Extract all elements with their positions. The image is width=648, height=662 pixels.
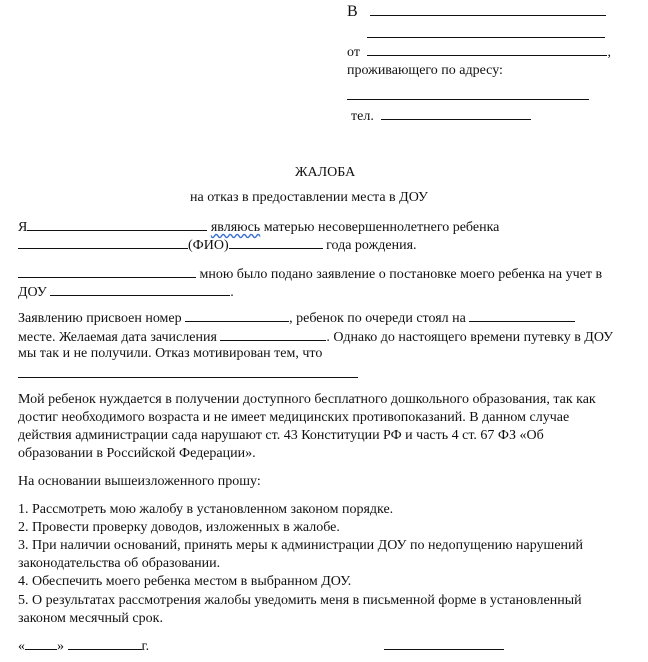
- recipient-line-2: [367, 24, 605, 44]
- child-name-field[interactable]: [18, 235, 188, 249]
- request-5: 5. О результатах рассмотрения жалобы уведомить меня в письменной форме в установленный: [18, 593, 582, 608]
- p2-line-1: [18, 264, 602, 284]
- p1-line-1: [18, 217, 499, 237]
- request-2: 2. Провести проверку доводов, изложенных в жалобе.: [18, 520, 340, 535]
- request-5-cont: законом месячный срок.: [18, 611, 163, 626]
- p1-fio: (ФИО): [188, 238, 229, 253]
- recipient-prefix: В: [347, 3, 358, 20]
- day-field[interactable]: [25, 636, 57, 650]
- p3-line-2: [18, 327, 613, 347]
- sender-field[interactable]: [367, 42, 607, 56]
- enrollment-date-field[interactable]: [220, 327, 326, 341]
- signature-field[interactable]: [384, 636, 504, 650]
- p3-however: . Однако до настоящего времени путевку в ДОУ: [326, 330, 614, 345]
- p1-i: Я: [18, 220, 28, 235]
- application-number-field[interactable]: [185, 308, 289, 322]
- application-date-field[interactable]: [18, 264, 196, 278]
- sender-line: [347, 42, 611, 62]
- p1-mother: матерью несовершеннолетнего ребенка: [260, 220, 500, 235]
- month-field[interactable]: [68, 636, 142, 650]
- page-subtitle: на отказ в предоставлении места в ДОУ: [190, 190, 428, 205]
- p3-queue: , ребенок по очереди стоял на: [289, 311, 466, 326]
- p2-end: .: [230, 285, 234, 300]
- dou-name-field[interactable]: [50, 282, 230, 296]
- recipient-line: [347, 2, 606, 21]
- p4-line-1: Мой ребенок нуждается в получении доступного бесплатного дошкольного образования, так как: [18, 392, 596, 407]
- address-line: [347, 86, 589, 106]
- recipient-field-2[interactable]: [367, 24, 605, 38]
- date-line: [18, 636, 149, 656]
- p3-number: Заявлению присвоен номер: [18, 311, 182, 326]
- request-3-cont: законодательства об образовании.: [18, 556, 221, 571]
- sender-suffix: ,: [607, 45, 611, 60]
- p3-place: месте. Желаемая дата зачисления: [18, 330, 217, 345]
- date-close: »: [57, 639, 64, 654]
- request-1: 1. Рассмотреть мою жалобу в установленном законом порядке.: [18, 502, 394, 517]
- p4-line-3: действия администрации сада нарушают ст. 43 Конституции РФ и часть 4 ст. 67 ФЗ «Об: [18, 428, 544, 443]
- date-open: «: [18, 639, 25, 654]
- year-suffix: г.: [141, 639, 150, 654]
- p2-dou: ДОУ: [18, 285, 47, 300]
- p4-line-2: достиг необходимого возраста и не имеет медицинских противопоказаний. В данном случае: [18, 410, 570, 425]
- p1-line-2: [18, 235, 417, 255]
- mother-name-field[interactable]: [27, 217, 207, 231]
- p4-line-4: образовании в Российской Федерации».: [18, 446, 256, 461]
- phone-prefix: тел.: [351, 109, 374, 124]
- p2-text: мною было подано заявление о постановке моего ребенка на учет в: [196, 267, 603, 282]
- request-intro: На основании вышеизложенного прошу:: [18, 474, 261, 489]
- p3-line-1: [18, 308, 575, 328]
- address-label: проживающего по адресу:: [347, 63, 503, 78]
- request-4: 4. Обеспечить моего ребенка местом в выбранном ДОУ.: [18, 574, 352, 589]
- p3-line-4: [18, 364, 358, 384]
- address-field[interactable]: [347, 86, 589, 100]
- refusal-reason-field[interactable]: [18, 364, 358, 378]
- birth-year-field[interactable]: [229, 235, 323, 249]
- page-title: ЖАЛОБА: [295, 165, 356, 180]
- phone-line: [351, 106, 531, 126]
- request-3: 3. При наличии оснований, принять меры к администрации ДОУ по недопущению нарушений: [18, 538, 584, 553]
- p3-line-3: мы так и не получили. Отказ мотивирован тем, что: [18, 346, 323, 361]
- signature-line: [384, 636, 504, 656]
- phone-field[interactable]: [381, 106, 531, 120]
- p1-am: являюсь: [210, 220, 261, 235]
- p2-line-2: [18, 282, 234, 302]
- p1-birth: года рождения.: [322, 238, 417, 253]
- queue-position-field[interactable]: [469, 308, 575, 322]
- sender-prefix: от: [347, 45, 360, 60]
- recipient-field[interactable]: [370, 2, 606, 16]
